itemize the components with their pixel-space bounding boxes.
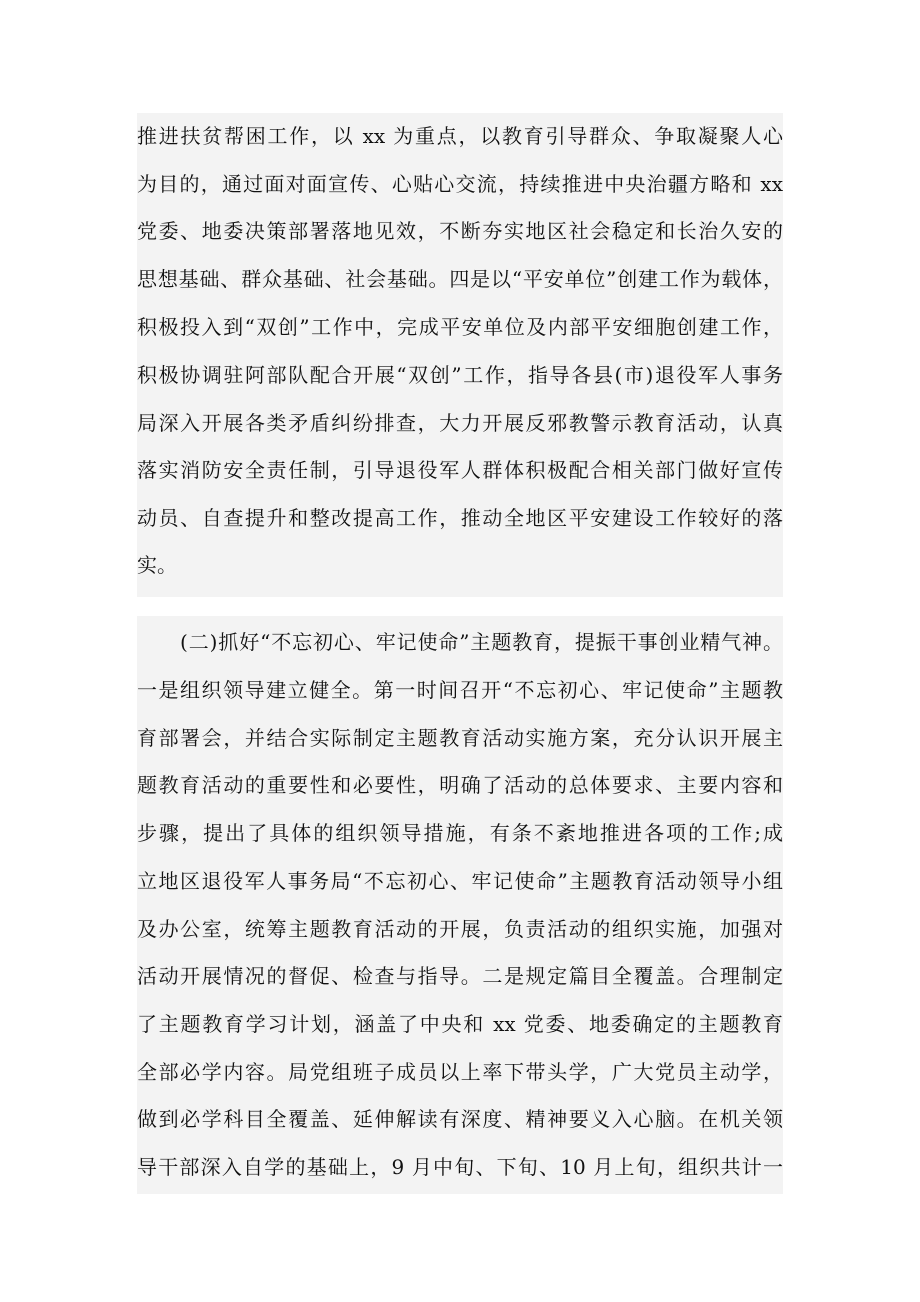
paragraph-2-line: 一是组织领导建立健全。第一时间召开“不忘初心、牢记使命”主题教 <box>137 678 783 702</box>
paragraph-2-line: 立地区退役军人事务局“不忘初心、牢记使命”主题教育活动领导小组 <box>137 869 783 893</box>
paragraph-2-line: 活动开展情况的督促、检查与指导。二是规定篇目全覆盖。合理制定 <box>137 964 783 988</box>
paragraph-2-line: 育部署会，并结合实际制定主题教育活动实施方案，充分认识开展主 <box>137 726 783 750</box>
paragraph-2-line: 题教育活动的重要性和必要性，明确了活动的总体要求、主要内容和 <box>137 773 783 797</box>
paragraph-1-line: 积极投入到“双创”工作中，完成平安单位及内部平安细胞创建工作， <box>137 315 783 339</box>
paragraph-1-line: 推进扶贫帮困工作，以 xx 为重点，以教育引导群众、争取凝聚人心 <box>137 124 783 148</box>
paragraph-1-line: 积极协调驻阿部队配合开展“双创”工作，指导各县(市)退役军人事务 <box>137 363 783 387</box>
paragraph-1-line: 思想基础、群众基础、社会基础。四是以“平安单位”创建工作为载体， <box>137 267 783 291</box>
paragraph-2-line: (二)抓好“不忘初心、牢记使命”主题教育，提振干事创业精气神。 <box>180 630 783 654</box>
paragraph-1-line: 实。 <box>137 553 177 577</box>
paragraph-1-line: 局深入开展各类矛盾纠纷排查，大力开展反邪教警示教育活动，认真 <box>137 411 783 435</box>
paragraph-2-line: 了主题教育学习计划，涵盖了中央和 xx 党委、地委确定的主题教育 <box>137 1012 783 1036</box>
paragraph-2-line: 导干部深入自学的基础上，9 月中旬、下旬、10 月上旬，组织共计一 <box>137 1155 783 1179</box>
paragraph-2-line: 步骤，提出了具体的组织领导措施，有条不紊地推进各项的工作;成 <box>137 821 783 845</box>
paragraph-2 <box>137 616 783 1194</box>
paragraph-1-line: 动员、自查提升和整改提高工作，推动全地区平安建设工作较好的落 <box>137 506 783 530</box>
paragraph-2-line: 做到必学科目全覆盖、延伸解读有深度、精神要义入心脑。在机关领 <box>137 1107 783 1131</box>
paragraph-1-line: 党委、地委决策部署落地见效，不断夯实地区社会稳定和长治久安的 <box>137 219 783 243</box>
paragraph-2-line: 及办公室，统筹主题教育活动的开展，负责活动的组织实施，加强对 <box>137 917 783 941</box>
paragraph-1 <box>137 113 783 597</box>
paragraph-1-line: 落实消防安全责任制，引导退役军人群体积极配合相关部门做好宣传 <box>137 458 783 482</box>
paragraph-2-line: 全部必学内容。局党组班子成员以上率下带头学，广大党员主动学， <box>137 1060 783 1084</box>
paragraph-1-line: 为目的，通过面对面宣传、心贴心交流，持续推进中央治疆方略和 xx <box>137 172 783 196</box>
